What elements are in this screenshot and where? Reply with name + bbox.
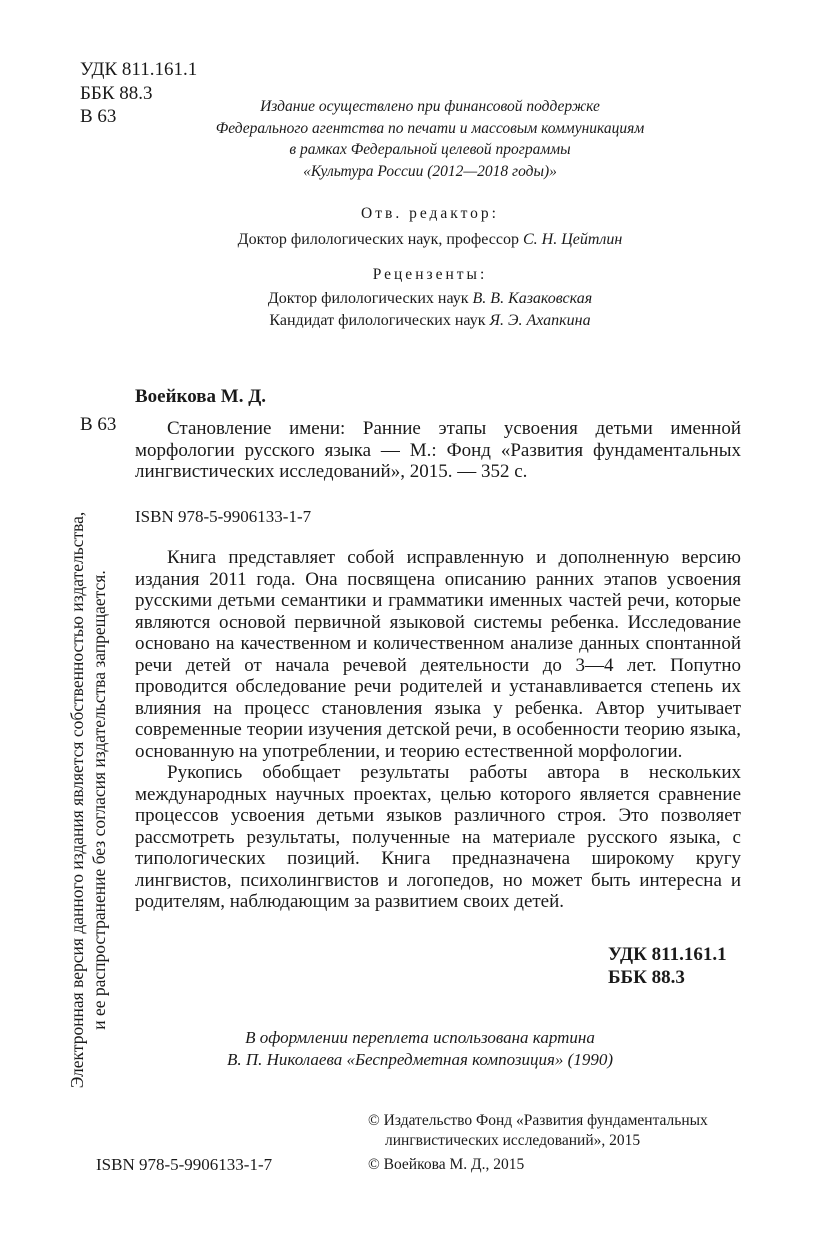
reviewer-name: В. В. Казаковская	[472, 290, 593, 307]
funding-notice	[120, 96, 740, 182]
cover-note-line: В оформлении переплета использована картина	[245, 1028, 595, 1047]
cover-note	[110, 1027, 730, 1071]
side-notice	[66, 480, 110, 1120]
side-notice-line: Электронная версия данного издания является собственностью издательства,	[67, 511, 87, 1089]
reviewer-title: Доктор филологических наук	[267, 290, 469, 307]
isbn: ISBN 978-5-9906133-1-7	[135, 507, 312, 526]
author-mark-left: В 63	[80, 414, 117, 435]
editor-block	[120, 205, 740, 251]
side-notice-line: и ее распространение без согласия издательства запрещается.	[89, 570, 109, 1030]
editor-name: С. Н. Цейтлин	[522, 231, 623, 248]
cover-note-line: В. П. Николаева «Беспредметная композиция» (1990)	[226, 1050, 614, 1069]
copyright-publisher	[368, 1111, 708, 1151]
udk-code: УДК 811.161.1	[80, 59, 198, 80]
funding-line: Издание осуществлено при финансовой поддержке	[260, 98, 600, 115]
bbk-code: ББК 88.3	[80, 82, 153, 104]
isbn-bottom: ISBN 978-5-9906133-1-7	[96, 1155, 273, 1174]
funding-line: «Культура России (2012—2018 годы)»	[303, 162, 557, 180]
reviewer	[120, 310, 740, 332]
copyright-line: лингвистических исследований», 2015	[385, 1132, 641, 1149]
editor-title: Доктор филологических наук, профессор	[237, 231, 519, 248]
reviewers-role: Рецензенты:	[372, 266, 488, 283]
editor-person	[120, 229, 740, 251]
copyright-line: © Издательство Фонд «Развития фундаментальных	[368, 1112, 708, 1129]
funding-line: в рамках Федеральной целевой программы	[289, 141, 571, 158]
udk-code: УДК 811.161.1	[608, 944, 727, 965]
abstract	[135, 547, 741, 913]
reviewer-title: Кандидат филологических наук	[269, 311, 486, 329]
copyright-author: © Воейкова М. Д., 2015	[368, 1156, 525, 1173]
author-mark: В 63	[80, 106, 117, 127]
author-heading: Воейкова М. Д.	[135, 386, 267, 407]
reviewers-block	[120, 266, 740, 331]
funding-line: Федерального агентства по печати и массовым коммуникациям	[215, 119, 645, 137]
reviewer	[120, 288, 740, 310]
abstract-paragraph: Книга представляет собой исправленную и дополненную версию издания 2011 года. Она посвящена описанию ранних этапов усвоения русскими детьми семантики и грамматики именных частей речи, которые являются основой первичной языковой системы ребенка. Исследование основано на качественном и количественном анализе данных спонтанной речи детей от начала речевой деятельности до 3—4 лет. Попутно проводится обследование речи родителей и устанавливается степень их влияния на процесс становления языка у ребенка. Автор учитывает современные теории изучения детской речи, в особенности теорию языка, основанную на употреблении, и теорию естественной морфологии.	[135, 547, 741, 762]
editor-role: Отв. редактор:	[361, 205, 499, 222]
abstract-paragraph: Рукопись обобщает результаты работы автора в нескольких международных научных проектах, целью которого является сравнение процессов усвоения детьми языков различного строя. Это позволяет рассмотреть результаты, полученные на материале русского языка, с типологических позиций. Книга предназначена широкому кругу лингвистов, психолингвистов и логопедов, но может быть интересна и родителям, наблюдающим за развитием своих детей.	[135, 762, 741, 912]
bbk-code: ББК 88.3	[608, 967, 685, 988]
bibliographic-description: Становление имени: Ранние этапы усвоения детьми именной морфологии русского языка — М.: Фонд «Развития фундаментальных лингвистических исследований», 2015. — 352 с.	[135, 418, 741, 482]
classification-codes-bottom	[608, 943, 727, 989]
reviewer-name: Я. Э. Ахапкина	[489, 311, 591, 329]
